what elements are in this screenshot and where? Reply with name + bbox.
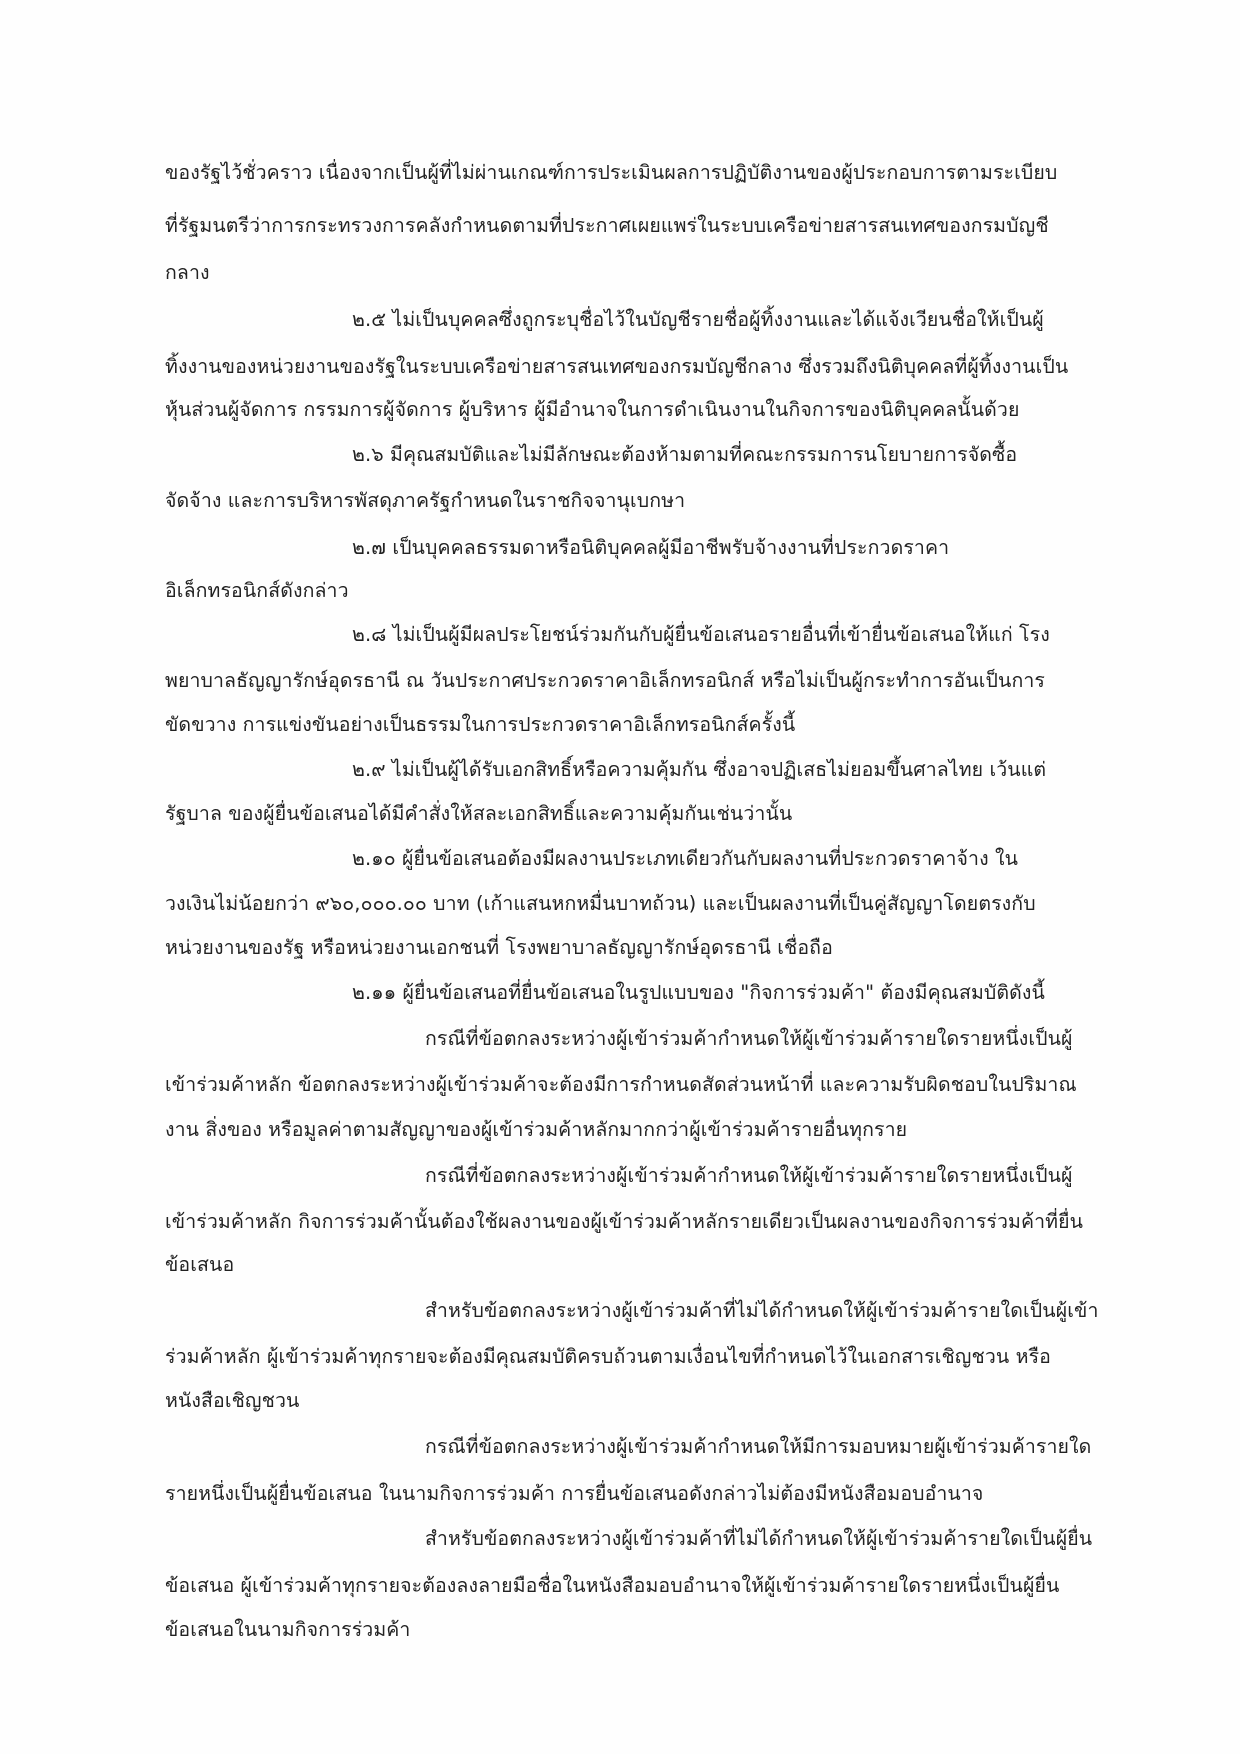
text-line: เข้าร่วมค้าหลัก ข้อตกลงระหว่างผู้เข้าร่วมค้าจะต้องมีการกำหนดสัดส่วนหน้าที่ และความรับผิดชอบในปริมาณ: [165, 1073, 1077, 1096]
text-line: ข้อเสนอ: [165, 1253, 235, 1276]
text-line: รัฐบาล ของผู้ยื่นข้อเสนอได้มีคำสั่งให้สละเอกสิทธิ์และความคุ้มกันเช่นว่านั้น: [165, 802, 793, 825]
text-line: ที่รัฐมนตรีว่าการกระทรวงการคลังกำหนดตามที่ประกาศเผยแพร่ในระบบเครือข่ายสารสนเทศของกรมบัญชี: [165, 214, 1049, 237]
text-line: ข้อเสนอในนามกิจการร่วมค้า: [165, 1618, 411, 1641]
text-line: ข้อเสนอ ผู้เข้าร่วมค้าทุกรายจะต้องลงลายมือชื่อในหนังสือมอบอำนาจให้ผู้เข้าร่วมค้ารายใดรายหนึ่งเป็นผู้ยื่น: [165, 1574, 1060, 1597]
text-line: ของรัฐไว้ชั่วคราว เนื่องจากเป็นผู้ที่ไม่ผ่านเกณฑ์การประเมินผลการปฏิบัติงานของผู้ประกอบการตามระเบียบ: [165, 161, 1058, 184]
clause-2-10-line: ๒.๑๐ ผู้ยื่นข้อเสนอต้องมีผลงานประเภทเดียวกันกับผลงานที่ประกวดราคาจ้าง ใน: [352, 847, 1019, 870]
clause-2-6-line: ๒.๖ มีคุณสมบัติและไม่มีลักษณะต้องห้ามตามที่คณะกรรมการนโยบายการจัดซื้อ: [352, 443, 1018, 466]
clause-2-7-line: ๒.๗ เป็นบุคคลธรรมดาหรือนิติบุคคลผู้มีอาชีพรับจ้างงานที่ประกวดราคา: [352, 536, 950, 559]
text-line: รายหนึ่งเป็นผู้ยื่นข้อเสนอ ในนามกิจการร่วมค้า การยื่นข้อเสนอดังกล่าวไม่ต้องมีหนังสือมอบอำนาจ: [165, 1482, 984, 1505]
text-line: อิเล็กทรอนิกส์ดังกล่าว: [165, 579, 349, 602]
clause-2-11-line: ๒.๑๑ ผู้ยื่นข้อเสนอที่ยื่นข้อเสนอในรูปแบบของ "กิจการร่วมค้า" ต้องมีคุณสมบัติดังนี้: [352, 981, 1045, 1004]
text-line: พยาบาลธัญญารักษ์อุดรธานี ณ วันประกาศประกวดราคาอิเล็กทรอนิกส์ หรือไม่เป็นผู้กระทำการอันเป็นการ: [165, 669, 1045, 692]
text-line: กรณีที่ข้อตกลงระหว่างผู้เข้าร่วมค้ากำหนดให้ผู้เข้าร่วมค้ารายใดรายหนึ่งเป็นผู้: [425, 1027, 1073, 1050]
text-line: ทิ้งงานของหน่วยงานของรัฐในระบบเครือข่ายสารสนเทศของกรมบัญชีกลาง ซึ่งรวมถึงนิติบุคคลที่ผู้ทิ้งงานเป็น: [165, 355, 1069, 378]
clause-2-5-line: ๒.๕ ไม่เป็นบุคคลซึ่งถูกระบุชื่อไว้ในบัญชีรายชื่อผู้ทิ้งงานและได้แจ้งเวียนชื่อให้เป็นผู้: [352, 308, 1044, 331]
text-line: กลาง: [165, 261, 210, 284]
text-line: กรณีที่ข้อตกลงระหว่างผู้เข้าร่วมค้ากำหนดให้ผู้เข้าร่วมค้ารายใดรายหนึ่งเป็นผู้: [425, 1164, 1073, 1187]
text-line: จัดจ้าง และการบริหารพัสดุภาครัฐกำหนดในราชกิจจานุเบกษา: [165, 489, 686, 512]
text-line: งาน สิ่งของ หรือมูลค่าตามสัญญาของผู้เข้าร่วมค้าหลักมากกว่าผู้เข้าร่วมค้ารายอื่นทุกราย: [165, 1118, 908, 1141]
text-line: สำหรับข้อตกลงระหว่างผู้เข้าร่วมค้าที่ไม่ได้กำหนดให้ผู้เข้าร่วมค้ารายใดเป็นผู้เข้า: [425, 1299, 1099, 1322]
clause-2-8-line: ๒.๘ ไม่เป็นผู้มีผลประโยชน์ร่วมกันกับผู้ยื่นข้อเสนอรายอื่นที่เข้ายื่นข้อเสนอให้แก่ โรง: [352, 623, 1050, 646]
text-line: กรณีที่ข้อตกลงระหว่างผู้เข้าร่วมค้ากำหนดให้มีการมอบหมายผู้เข้าร่วมค้ารายใด: [425, 1435, 1092, 1458]
clause-2-9-line: ๒.๙ ไม่เป็นผู้ได้รับเอกสิทธิ์หรือความคุ้มกัน ซึ่งอาจปฏิเสธไม่ยอมขึ้นศาลไทย เว้นแต่: [352, 758, 1047, 781]
text-line: สำหรับข้อตกลงระหว่างผู้เข้าร่วมค้าที่ไม่ได้กำหนดให้ผู้เข้าร่วมค้ารายใดเป็นผู้ยื่น: [425, 1527, 1093, 1550]
text-line: ขัดขวาง การแข่งขันอย่างเป็นธรรมในการประกวดราคาอิเล็กทรอนิกส์ครั้งนี้: [165, 713, 796, 736]
text-line: วงเงินไม่น้อยกว่า ๙๖๐,๐๐๐.๐๐ บาท (เก้าแสนหกหมื่นบาทถ้วน) และเป็นผลงานที่เป็นคู่สัญญาโดยตรงกับ: [165, 892, 1036, 915]
text-line: หน่วยงานของรัฐ หรือหน่วยงานเอกชนที่ โรงพยาบาลธัญญารักษ์อุดรธานี เชื่อถือ: [165, 936, 833, 959]
text-line: ร่วมค้าหลัก ผู้เข้าร่วมค้าทุกรายจะต้องมีคุณสมบัติครบถ้วนตามเงื่อนไขที่กำหนดไว้ในเอกสารเชิญชวน หรือ: [165, 1345, 1051, 1368]
text-line: หนังสือเชิญชวน: [165, 1389, 300, 1412]
text-line: หุ้นส่วนผู้จัดการ กรรมการผู้จัดการ ผู้บริหาร ผู้มีอำนาจในการดำเนินงานในกิจการของนิติบุคคลนั้นด้วย: [165, 398, 1020, 421]
text-line: เข้าร่วมค้าหลัก กิจการร่วมค้านั้นต้องใช้ผลงานของผู้เข้าร่วมค้าหลักรายเดียวเป็นผลงานของกิจการร่วมค้าที่ยื่น: [165, 1210, 1084, 1233]
